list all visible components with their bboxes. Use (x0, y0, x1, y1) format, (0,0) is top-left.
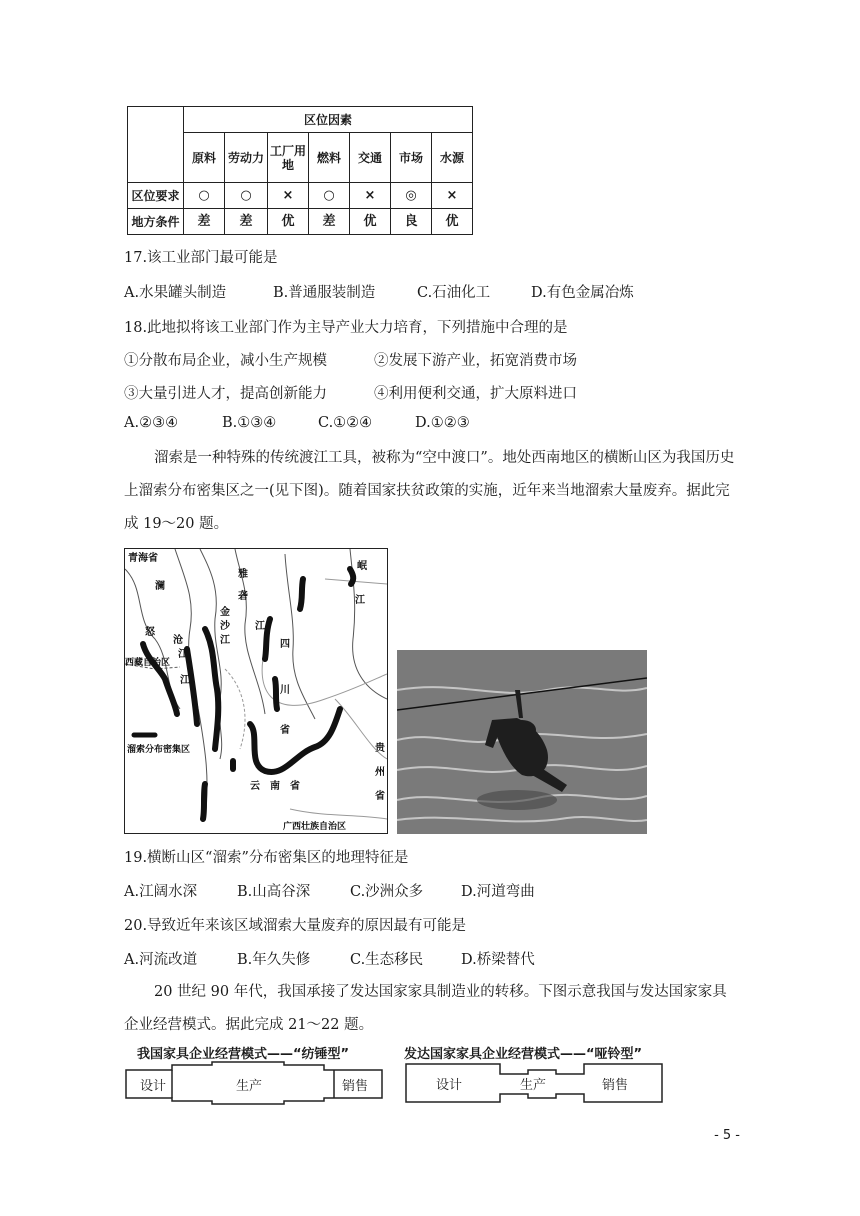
table-cell: × (350, 183, 391, 209)
page-number: - 5 - (714, 1128, 740, 1143)
map-label-guizhou: 贵 (375, 743, 385, 754)
stage-production: 生产 (236, 1079, 263, 1094)
option-c[interactable]: C.①②④ (318, 415, 373, 431)
option-c[interactable]: C.石油化工 (417, 285, 491, 301)
option-c[interactable]: C.生态移民 (350, 952, 424, 968)
river-label-jinsha: 沙 (220, 621, 230, 632)
factor-cell: 原料 (184, 133, 225, 183)
option-b[interactable]: B.①③④ (222, 415, 277, 431)
table-cell: ◎ (391, 183, 432, 209)
map-label-xizang: 西藏自治区 (125, 658, 171, 668)
river-label-min: 岷 (357, 561, 367, 572)
map-label-yunnan: 云 南 省 (250, 781, 300, 792)
map-label-guizhou: 省 (375, 791, 385, 802)
question-20-options (124, 948, 535, 969)
table-cell: 差 (184, 209, 225, 235)
river-label-yalong: 雅 (238, 569, 248, 580)
table-cell: ○ (184, 183, 225, 209)
option-c[interactable]: C.沙洲众多 (350, 884, 424, 900)
row-label: 地方条件 (128, 209, 184, 235)
border-line (225, 669, 245, 749)
statement-3: ③大量引进人才，提高创新能力 (124, 386, 327, 402)
table-cell: ○ (309, 183, 350, 209)
row-label: 区位要求 (128, 183, 184, 209)
option-d[interactable]: D.河道弯曲 (461, 884, 535, 900)
river-label-yalong: 江 (255, 621, 265, 632)
border-line (290, 809, 387, 819)
table-cell: 优 (350, 209, 391, 235)
question-17-options (124, 281, 634, 302)
factor-cell: 劳动力 (225, 133, 268, 183)
stage-design: 设计 (140, 1079, 167, 1094)
river-label-nu: 江 (180, 675, 190, 686)
option-b[interactable]: B.山高谷深 (237, 884, 311, 900)
question-18-stem: 18.此地拟将该工业部门作为主导产业大力培育，下列措施中合理的是 (124, 320, 568, 336)
option-d[interactable]: D.①②③ (415, 415, 470, 431)
passage-ropeway: 溜索是一种特殊的传统渡江工具，被称为“空中渡口”。地处西南地区的横断山区为我国历史上溜索分布密集区之一(见下图)。随着国家扶贫政策的实施，近年来当地溜索大量废弃。据此完成 19～20 题。 (124, 450, 735, 532)
river-label-lancang: 江 (178, 649, 188, 660)
option-a[interactable]: A.②③④ (124, 415, 179, 431)
location-factor-table (127, 106, 473, 235)
question-19-options (124, 880, 535, 901)
river-label-min: 江 (355, 595, 365, 606)
map-label-guizhou: 州 (375, 767, 385, 778)
statement-1: ①分散布局企业，减小生产规模 (124, 353, 327, 369)
ropeway-segment (187, 649, 197, 724)
border-line (262, 649, 387, 705)
diagram-title-developed: 发达国家家具企业经营模式——“哑铃型” (404, 1047, 643, 1062)
question-17-stem: 17.该工业部门最可能是 (124, 250, 278, 266)
table-cell: 差 (225, 209, 268, 235)
river-label-jinsha: 江 (220, 635, 230, 646)
question-18-items-row1 (124, 349, 577, 370)
ropeway-photo (397, 650, 647, 834)
table-cell: 优 (432, 209, 473, 235)
factor-cell: 交通 (350, 133, 391, 183)
map-label-guangxi: 广西壮族自治区 (283, 822, 347, 832)
option-a[interactable]: A.河流改道 (124, 952, 198, 968)
ropeway-segment (143, 644, 177, 714)
option-a[interactable]: A.水果罐头制造 (124, 285, 227, 301)
map-label-qinghai: 青海省 (128, 553, 158, 564)
table-corner-cell (128, 107, 184, 183)
map-label-sichuan: 川 (280, 685, 290, 696)
stage-sales: 销售 (342, 1079, 369, 1094)
photo-svg (397, 650, 647, 834)
question-20-stem: 20.导致近年来该区域溜索大量废弃的原因最有可能是 (124, 918, 467, 934)
factor-cell: 市场 (391, 133, 432, 183)
stage-production: 生产 (520, 1078, 547, 1093)
option-d[interactable]: D.有色金属冶炼 (531, 285, 634, 301)
question-18-options (124, 415, 470, 431)
table-cell: × (432, 183, 473, 209)
hengduan-map (124, 548, 388, 834)
diagram-title-china: 我国家具企业经营模式——“纺锤型” (137, 1047, 350, 1062)
table-header: 区位因素 (184, 107, 473, 133)
stage-sales: 销售 (602, 1078, 629, 1093)
option-b[interactable]: B.年久失修 (237, 952, 311, 968)
question-19-stem: 19.横断山区“溜索”分布密集区的地理特征是 (124, 850, 409, 866)
river-line (125, 569, 180, 709)
river-label-lancang: 沧 (173, 635, 183, 646)
ropeway-segment (265, 619, 270, 659)
map-svg (125, 549, 388, 834)
factor-cell: 燃料 (309, 133, 350, 183)
passage-furniture: 20 世纪 90 年代，我国承接了发达国家家具制造业的转移。下图示意我国与发达国家家具企业经营模式。据此完成 21～22 题。 (124, 984, 727, 1033)
table-cell: × (268, 183, 309, 209)
river-label-yalong: 砻 (238, 591, 248, 602)
ropeway-segment (203, 784, 205, 819)
factor-cell: 工厂用地 (268, 133, 309, 183)
river-label-jinsha: 金 (220, 607, 230, 618)
table-cell: 优 (268, 209, 309, 235)
option-b[interactable]: B.普通服装制造 (273, 285, 376, 301)
river-label-lancang: 澜 (155, 581, 165, 592)
table-cell: ○ (225, 183, 268, 209)
statement-2: ②发展下游产业，拓宽消费市场 (374, 353, 577, 369)
rock (477, 790, 557, 810)
spindle-diagram (124, 1060, 386, 1106)
statement-4: ④利用便利交通，扩大原料进口 (374, 386, 577, 402)
ropeway-segment (275, 679, 277, 709)
stage-design: 设计 (436, 1078, 463, 1093)
option-d[interactable]: D.桥梁替代 (461, 952, 535, 968)
ropeway-segment (300, 579, 303, 609)
factor-cell: 水源 (432, 133, 473, 183)
dumbbell-diagram (404, 1060, 666, 1106)
option-a[interactable]: A.江阔水深 (124, 884, 198, 900)
ropeway-segment (350, 569, 353, 584)
map-label-sichuan: 省 (280, 725, 290, 736)
table-cell: 差 (309, 209, 350, 235)
map-legend-label: 溜索分布密集区 (127, 745, 191, 755)
table-cell: 良 (391, 209, 432, 235)
ropeway-segment (250, 709, 340, 772)
river-label-nu: 怒 (145, 627, 155, 638)
question-18-items-row2 (124, 382, 577, 403)
map-label-sichuan: 四 (280, 639, 290, 650)
